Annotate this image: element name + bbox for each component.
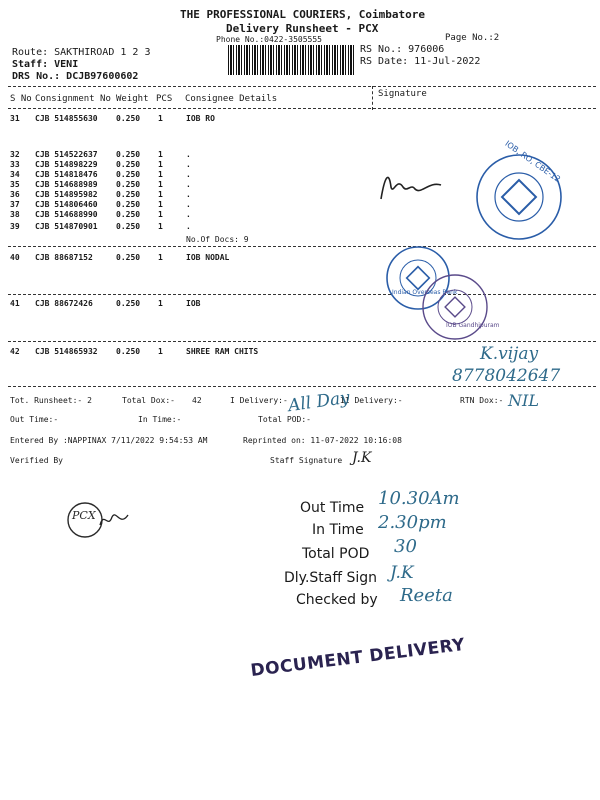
checked-by-label-hw: Checked by: [296, 592, 378, 608]
row-divider: [8, 294, 596, 295]
no-of-docs: No.Of Docs: 9: [186, 235, 249, 244]
in-time-label-hw: In Time: [312, 522, 364, 538]
dly-staff-value-hw: J.K: [390, 563, 414, 583]
ii-delivery: II Delivery:-: [340, 396, 403, 405]
total-pod-value-hw: 30: [394, 536, 417, 557]
staff-signature-label: Staff Signature: [270, 456, 343, 465]
handwritten-nil: NIL: [508, 391, 539, 410]
rs-number: RS No.: 976006: [360, 44, 445, 55]
barcode: [228, 45, 354, 75]
iob-ro-stamp-text: IOB, RO, CBE-12: [503, 139, 563, 184]
handwritten-kvijay: K.vijay: [480, 344, 539, 364]
table-top-rule: [8, 86, 596, 87]
col-weight: Weight: [116, 94, 149, 104]
in-time-value-hw: 2.30pm: [378, 512, 447, 533]
total-pod: Total POD:-: [258, 415, 311, 424]
i-delivery: I Delivery:-: [230, 396, 288, 405]
table-header-rule: [8, 108, 596, 109]
row-divider: [8, 246, 596, 247]
total-pod-label-hw: Total POD: [302, 546, 370, 562]
out-time-value-hw: 10.30Am: [378, 488, 460, 509]
entered-by: Entered By :NAPPINAX 7/11/2022 9:54:53 AM: [10, 436, 208, 445]
col-consignee: Consignee Details: [185, 94, 278, 104]
col-sno: S No: [10, 94, 32, 104]
verified-by: Verified By: [10, 456, 63, 465]
dly-staff-label-hw: Dly.Staff Sign: [284, 570, 377, 586]
signature-scribble: [375, 165, 445, 205]
iob-ro-stamp: [474, 152, 564, 242]
runsheet-title: Delivery Runsheet - PCX: [226, 22, 379, 35]
total-dox-label: Total Dox:-: [122, 396, 175, 405]
reprinted-on: Reprinted on: 11-07-2022 10:16:08: [243, 436, 402, 445]
handwritten-all-day: All Day: [286, 387, 352, 417]
route: Route: SAKTHIROAD 1 2 3: [12, 47, 151, 58]
iob-gandhipuram-stamp: [420, 272, 490, 342]
company-name: THE PROFESSIONAL COURIERS, Coimbatore: [180, 8, 426, 21]
checked-by-value-hw: Reeta: [400, 585, 453, 606]
handwritten-phone: 8778042647: [452, 366, 561, 386]
pcx-scribble: [98, 505, 132, 535]
col-consignment: Consignment No: [35, 94, 111, 104]
phone-number: Phone No.:0422-3505555: [216, 35, 322, 44]
drs-number: DRS No.: DCJB97600602: [12, 71, 139, 82]
iob-gandhipuram-stamp-text: IOB Gandhipuram: [446, 322, 500, 329]
out-time-label-hw: Out Time: [300, 500, 365, 516]
document-delivery-stamp: DOCUMENT DELIVERY: [249, 634, 467, 682]
col-signature: Signature: [378, 89, 427, 99]
table-bottom-rule: [8, 386, 596, 387]
tot-runsheet: Tot. Runsheet:- 2: [10, 396, 92, 405]
signature-col-divider: [372, 86, 373, 110]
rtn-dox: RTN Dox:-: [460, 396, 504, 405]
col-pcs: PCS: [156, 94, 173, 104]
iob-nodal-stamp-text: Indian Overseas Bank: [392, 289, 458, 296]
total-dox-value: 42: [192, 396, 202, 405]
rs-date: RS Date: 11-Jul-2022: [360, 56, 481, 67]
staff: Staff: VENI: [12, 59, 79, 70]
page-number: Page No.:2: [445, 33, 500, 43]
pcx-stamp-text: PCX: [72, 509, 96, 522]
out-time: Out Time:-: [10, 415, 59, 424]
row-divider: [8, 341, 596, 342]
handwritten-staff-sign: J.K: [352, 450, 372, 466]
in-time: In Time:-: [138, 415, 182, 424]
